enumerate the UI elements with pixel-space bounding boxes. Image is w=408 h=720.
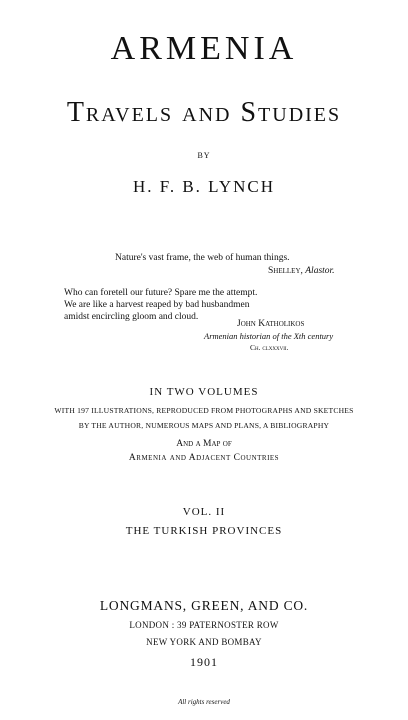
epigraph-line: Who can foretell our future? Spare me the attempt. (64, 288, 258, 298)
epigraph-shelley-attribution (268, 266, 335, 276)
publisher-address-2: NEW YORK AND BOMBAY (146, 637, 262, 647)
map-line-1: And a Map of (176, 439, 232, 449)
book-subtitle: Travels and Studies (66, 97, 342, 128)
volume-label: VOL. II (182, 506, 226, 518)
epigraph-katholikos (64, 287, 257, 323)
publisher-address-1: LONDON : 39 PATERNOSTER ROW (129, 620, 279, 630)
illustrations-line-1: WITH 197 ILLUSTRATIONS, REPRODUCED FROM PHOTOGRAPHS AND SKETCHES (54, 406, 354, 415)
author-name: H. F. B. LYNCH (132, 177, 276, 196)
publisher: LONGMANS, GREEN, AND CO. (99, 598, 309, 613)
katholikos-desc: Armenian historian of the Xth century (204, 331, 334, 341)
katholikos-chapter: Ch. clxxxvii. (250, 343, 289, 352)
illustrations-line-2: BY THE AUTHOR, NUMEROUS MAPS AND PLANS, A BIBLIOGRAPHY (78, 421, 330, 430)
attribution-work: Alastor. (305, 266, 335, 276)
katholikos-name: John Katholikos (237, 319, 305, 329)
book-title: ARMENIA (110, 30, 298, 67)
publication-year: 1901 (190, 655, 218, 669)
volumes-note: IN TWO VOLUMES (149, 386, 259, 398)
by-label: BY (197, 151, 211, 160)
epigraph-line: We are like a harvest reaped by bad husbandmen (64, 300, 250, 310)
volume-title: THE TURKISH PROVINCES (125, 525, 283, 537)
epigraph-line: amidst encircling gloom and cloud. (64, 312, 199, 322)
epigraph-shelley: Nature's vast frame, the web of human things. (115, 253, 290, 263)
attribution-name: Shelley, (268, 266, 303, 276)
map-line-2: Armenia and Adjacent Countries (128, 453, 280, 463)
rights-notice: All rights reserved (178, 698, 230, 706)
